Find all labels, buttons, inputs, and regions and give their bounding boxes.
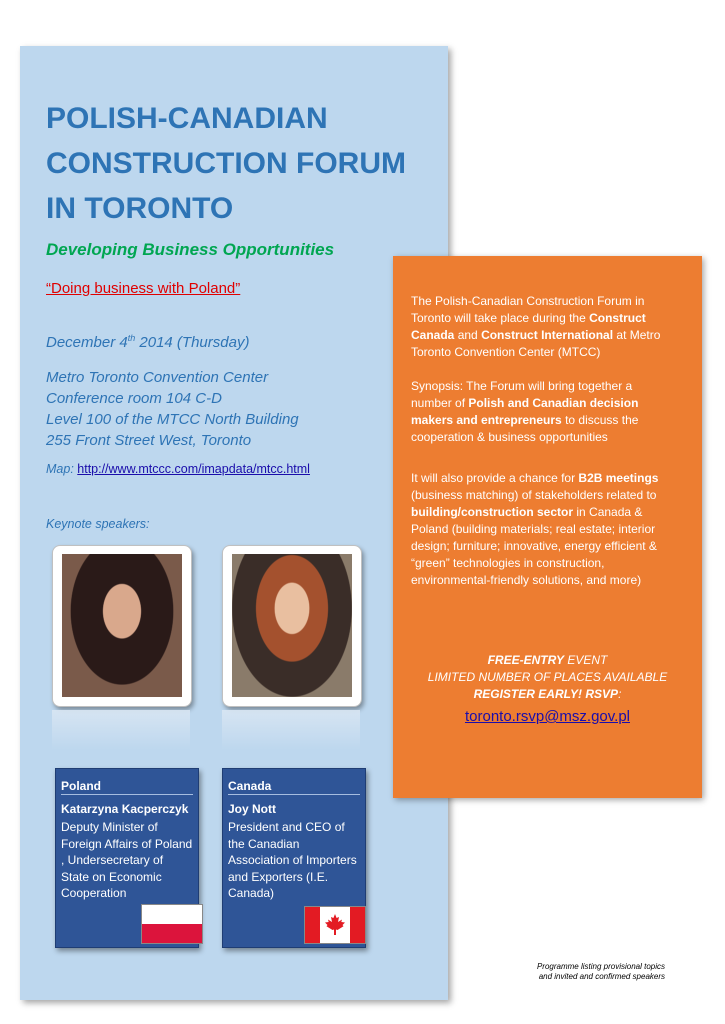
divider: [228, 794, 360, 795]
date-suffix: 2014 (Thursday): [135, 334, 250, 351]
b2b-paragraph: [411, 470, 669, 589]
speaker-role: Deputy Minister of Foreign Affairs of Poland , Undersecretary of State on Economic Cooperation: [61, 820, 193, 900]
title-line-3: IN TORONTO: [46, 192, 234, 225]
title-line-1: POLISH-CANADIAN: [46, 102, 328, 135]
photo-reflection: [222, 710, 360, 750]
canada-flag-icon: [304, 906, 366, 944]
maple-leaf-icon: [323, 913, 347, 937]
info-text: (business matching) of stakeholders related to: [411, 488, 657, 502]
flag-bar: [350, 907, 365, 943]
info-text: and: [454, 328, 482, 342]
map-label: Map:: [46, 462, 78, 476]
speaker-photo-poland: [52, 545, 192, 707]
map-link[interactable]: http://www.mtccc.com/imapdata/mtcc.html: [77, 462, 310, 476]
address-line: 255 Front Street West, Toronto: [46, 432, 252, 449]
divider: [61, 794, 193, 795]
map-line: [46, 462, 310, 476]
date-prefix: December 4: [46, 334, 128, 351]
info-text: The Polish-Canadian Construction Forum in Toronto will take place during the: [411, 294, 645, 325]
info-text: :: [618, 687, 622, 701]
info-text: Synopsis: The Forum will bring together a number of: [411, 379, 633, 410]
speaker-name: Joy Nott: [228, 802, 276, 816]
subtitle: Developing Business Opportunities: [46, 240, 335, 259]
title-line-2: CONSTRUCTION FORUM: [46, 147, 406, 180]
info-text: to discuss the cooperation & business opportunities: [411, 413, 639, 444]
register-line: [393, 686, 702, 703]
speaker-country: Poland: [61, 779, 102, 793]
venue-address: [46, 367, 299, 451]
poland-flag-icon: [141, 904, 203, 944]
photo-reflection: [52, 710, 190, 750]
flag-bar: [305, 907, 320, 943]
free-entry-line: [393, 652, 702, 669]
address-line: Conference room 104 C-D: [46, 390, 222, 407]
speaker-country: Canada: [228, 779, 272, 793]
info-paragraph: [411, 293, 669, 361]
info-text: at Metro Toronto Convention Center (MTCC): [411, 328, 661, 359]
event-info-panel: [393, 256, 702, 798]
limited-places-line: LIMITED NUMBER OF PLACES AVAILABLE: [427, 670, 668, 684]
event-date: [46, 333, 249, 351]
info-bold: Polish and Canadian decision makers and entrepreneurs: [411, 396, 639, 427]
speaker-portrait-image: [232, 554, 352, 697]
speaker-photo-canada: [222, 545, 362, 707]
info-bold: Construct Canada: [411, 311, 646, 342]
rsvp-email-line: [393, 708, 702, 725]
info-text: It will also provide a chance for: [411, 471, 579, 485]
info-text: in Canada & Poland (building materials; real estate; interior design; furniture; innovative, energy efficient & “green” technologies in construction, environmental-friendly solutions, and more): [411, 505, 657, 587]
footnote: [460, 962, 665, 982]
speaker-name: Katarzyna Kacperczyk: [61, 802, 189, 816]
date-sup: th: [127, 333, 136, 343]
info-bold: Construct International: [481, 328, 614, 342]
address-line: Level 100 of the MTCC North Building: [46, 411, 299, 428]
footnote-line: and invited and confirmed speakers: [538, 972, 665, 981]
keynote-label: Keynote speakers:: [46, 517, 150, 531]
synopsis-paragraph: [411, 378, 669, 446]
info-bold: FREE-ENTRY: [487, 653, 565, 667]
footnote-line: Programme listing provisional topics: [536, 962, 665, 971]
info-bold: building/construction sector: [411, 505, 574, 519]
page-title: [46, 96, 426, 231]
info-bold: B2B meetings: [578, 471, 659, 485]
info-bold: REGISTER EARLY! RSVP: [473, 687, 619, 701]
quote: “Doing business with Poland”: [46, 280, 241, 297]
info-text: EVENT: [564, 653, 608, 667]
rsvp-email-link[interactable]: toronto.rsvp@msz.gov.pl: [464, 708, 630, 725]
speaker-portrait-image: [62, 554, 182, 697]
address-line: Metro Toronto Convention Center: [46, 369, 269, 386]
registration-notice: [393, 652, 702, 703]
speaker-role: President and CEO of the Canadian Association of Importers and Exporters (I.E. Canada): [228, 820, 357, 900]
